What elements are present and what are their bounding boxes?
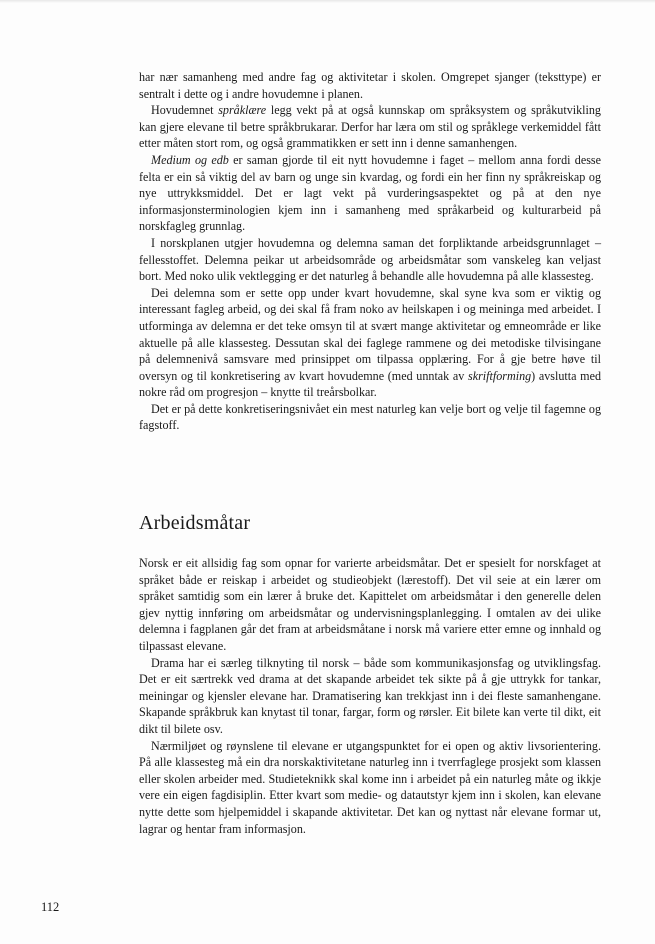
paragraph: Nærmiljøet og røynslene til elevane er utgangspunktet for ei open og aktiv livsorientering. På alle klassesteg må ein dra norskaktivitetane naturleg inn i tverrfaglege prosjekt som klassen eller skolen arbeider med. Studieteknikk skal kome inn i arbeidet på ein naturleg måte og ikkje vere ein eigen fagdisiplin. Etter kvart som medie- og datautstyr kjem inn i skolen, kan elevane nytte dette som hjelpemiddel i skapande aktivitetar. Det kan og nyttast når elevane formar ut, lagrar og hentar fram informasjon. xyxy=(139,738,601,836)
page-edge xyxy=(0,0,655,3)
text-run: er saman gjorde til eit nytt hovudemne i faget – mellom anna fordi desse felta er ein så viktig del av barn og unge sin kvardag, og fordi ein her finn ny språkreiskap og nye uttrykksmiddel. Det er lagt vekt på vurderingsaspektet og på at den nye informasjonsterminologien kjem inn i samanheng med språkarbeid og kulturarbeid på norskfagleg grunnlag. xyxy=(139,152,602,234)
body-text-section-2 xyxy=(139,555,601,837)
paragraph xyxy=(139,152,601,235)
paragraph: Det er på dette konkretiseringsnivået ein mest naturleg kan velje bort og velje til fagemne og fagstoff. xyxy=(139,401,601,433)
paragraph: Drama har ei særleg tilknyting til norsk – både som kommunikasjonsfag og utviklingsfag. Det er eit særtrekk ved drama at det skapande arbeidet tek sikte på å gje uttrykk for tankar, meiningar og kjensler elevane har. Dramatisering kan trekkjast inn i dei fleste samanhengane. Skapande språkbruk kan knytast til tonar, fargar, form og rørsler. Eit bilete kan verte til dikt, eit dikt til bilete osv. xyxy=(139,655,601,736)
body-text-section-1 xyxy=(139,69,601,434)
paragraph xyxy=(139,102,601,152)
text-run: legg vekt på at også kunnskap om språksystem og språkutvikling kan gjere elevane til betre språkbrukarar. Derfor har læra om stil og språklege verkemiddel fått etter måten stort rom, og også grammatikken er sett inn i denne samanhengen. xyxy=(139,103,601,151)
text-run: Hovudemnet xyxy=(151,103,219,118)
paragraph xyxy=(139,285,601,401)
text-run: Dei delemna som er sette opp under kvart hovudemne, skal syne kva som er viktig og interessant fagleg arbeid, og dei skal få fram noko av heilskapen i og meininga med arbeidet. I utforminga av delemna er det teke omsyn til at svært mange aktivitetar og emneområde er like aktuelle på alle klassesteg. Dessutan skal dei faglege rammene og dei metodiske tilvisingane på delemnenivå samsvare med prinsippet om tilpassa opplæring. For å gje betre høve til oversyn og til konkretisering av kvart hovudemne (med unntak av xyxy=(139,285,601,383)
emphasis-term: skriftforming xyxy=(468,368,532,383)
emphasis-term: språklære xyxy=(218,103,267,118)
paragraph: Norsk er eit allsidig fag som opnar for varierte arbeidsmåtar. Det er spesielt for norskfaget at språket både er reiskap i arbeidet og studieobjekt (lærestoff). Det vil seie at ein lærer om språket samtidig som ein lærer å bruke det. Kapittelet om arbeidsmåtar i den generelle delen gjev nyttig innføring om arbeidsmåtar og undervisningsplanlegging. I omtalen av dei ulike delemna i fagplanen går det fram at arbeidsmåtane i norsk må variere etter emne og innhald og tilpassast elevane. xyxy=(139,556,601,653)
text-run: ) avslutta med nokre råd om progresjon – knytte til treårsbolkar. xyxy=(139,368,601,400)
paragraph: har nær samanheng med andre fag og aktivitetar i skolen. Omgrepet sjanger (teksttype) er sentralt i dette og i andre hovudemne i planen. xyxy=(139,70,601,101)
paragraph: I norskplanen utgjer hovudemna og delemna saman det forpliktande arbeidsgrunnlaget – fellesstoffet. Delemna peikar ut arbeidsområde og arbeidsmåtar som vanskeleg kan veljast bort. Med noko ulik vektlegging er det naturleg å behandle alle hovudemna på alle klassesteg. xyxy=(139,235,601,284)
emphasis-term: Medium og edb xyxy=(151,152,229,167)
page-number: 112 xyxy=(41,900,60,914)
section-heading: Arbeidsmåtar xyxy=(139,512,251,534)
